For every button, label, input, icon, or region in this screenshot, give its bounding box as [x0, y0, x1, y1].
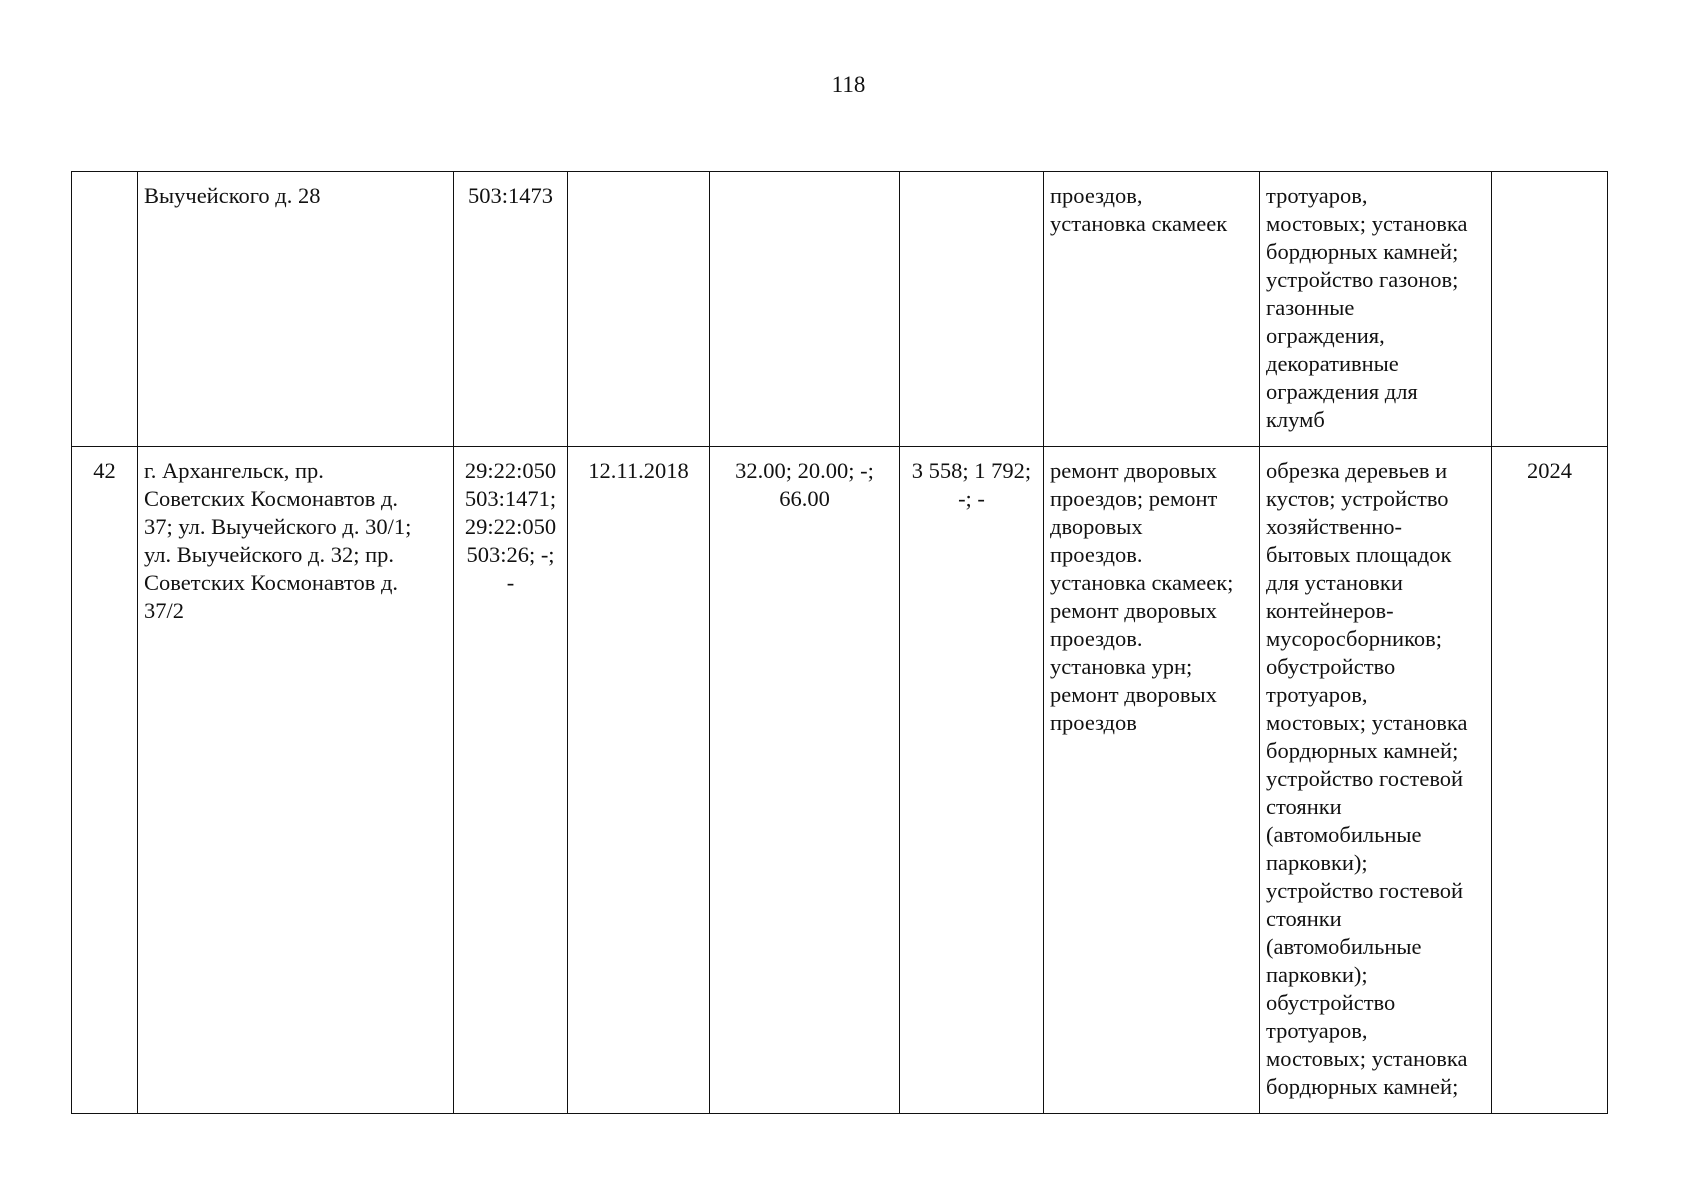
value-cell [900, 172, 1044, 447]
value-cell: 3 558; 1 792; -; - [900, 447, 1044, 1114]
date-cell [568, 172, 710, 447]
cadastral-number-cell: 503:1473 [454, 172, 568, 447]
year-cell: 2024 [1492, 447, 1608, 1114]
works-minimum-cell: ремонт дворовых проездов; ремонт дворовых проездов. установка скамеек; ремонт дворовых проездов. установка урн; ремонт дворовых проездов [1044, 447, 1260, 1114]
works-minimum-cell: проездов, установка скамеек [1044, 172, 1260, 447]
date-cell: 12.11.2018 [568, 447, 710, 1114]
address-cell: Выучейского д. 28 [138, 172, 454, 447]
improvement-table [71, 171, 1608, 1114]
area-cell [710, 172, 900, 447]
year-cell [1492, 172, 1608, 447]
works-additional-cell: обрезка деревьев и кустов; устройство хозяйственно- бытовых площадок для установки контейнеров- мусоросборников; обустройство тротуаров, мостовых; установка бордюрных камней; устройство гостевой стоянки (автомобильные парковки); устройство гостевой стоянки (автомобильные парковки); обустройство тротуаров, мостовых; установка бордюрных камней; [1260, 447, 1492, 1114]
address-cell: г. Архангельск, пр. Советских Космонавтов д. 37; ул. Выучейского д. 30/1; ул. Выучейского д. 32; пр. Советских Космонавтов д. 37/2 [138, 447, 454, 1114]
area-cell: 32.00; 20.00; -; 66.00 [710, 447, 900, 1114]
row-number-cell [72, 172, 138, 447]
page-number: 118 [831, 72, 866, 97]
table-row [72, 172, 1608, 447]
row-number-cell: 42 [72, 447, 138, 1114]
works-additional-cell: тротуаров, мостовых; установка бордюрных камней; устройство газонов; газонные ограждения, декоративные ограждения для клумб [1260, 172, 1492, 447]
table-row [72, 447, 1608, 1114]
cadastral-number-cell: 29:22:050 503:1471; 29:22:050 503:26; -; - [454, 447, 568, 1114]
